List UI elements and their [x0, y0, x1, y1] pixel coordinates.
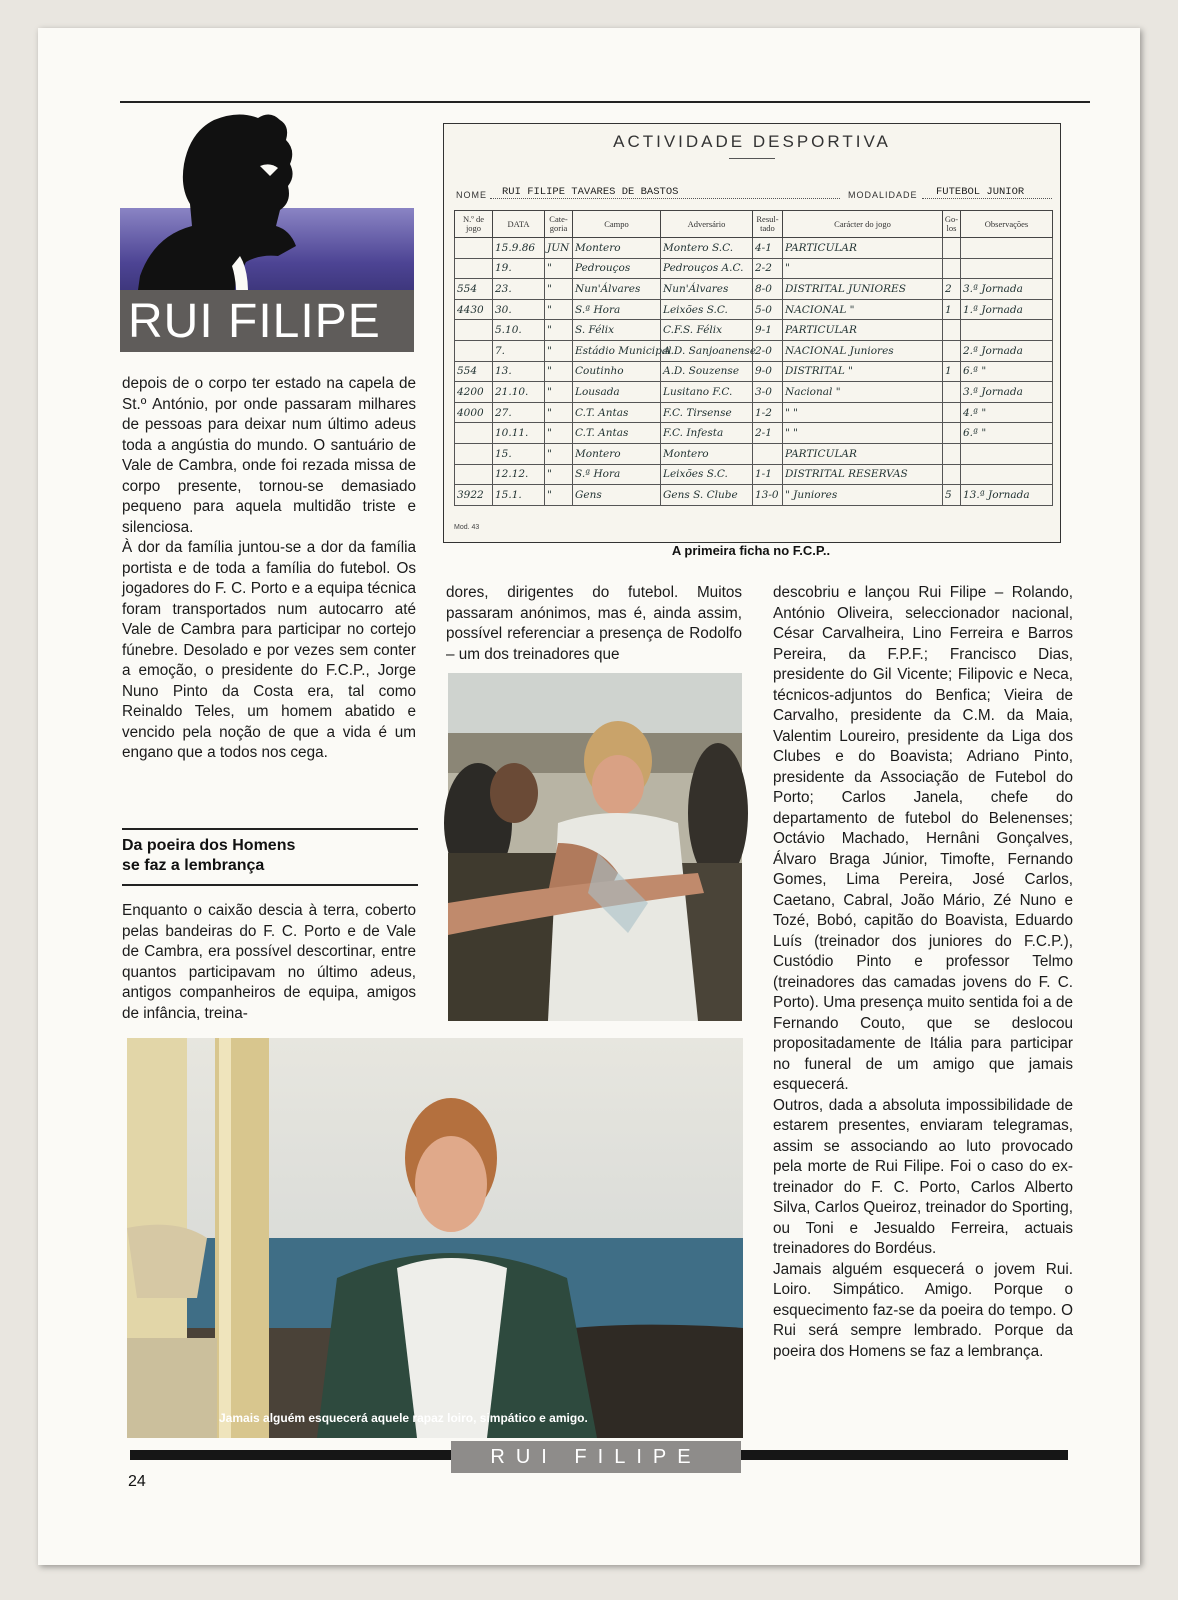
table-cell: [943, 238, 961, 259]
table-cell: ": [545, 443, 573, 464]
table-cell: [961, 320, 1053, 341]
subheading-text: [122, 836, 418, 876]
name-label: NOME: [456, 190, 487, 200]
table-cell: 2-0: [753, 340, 783, 361]
portrait-sea-photo: [127, 1038, 743, 1438]
photo-caption: Jamais alguém esquecerá aquele rapaz loiro, simpático e amigo.: [219, 1411, 588, 1425]
table-cell: 5.10.: [493, 320, 545, 341]
table-cell: 554: [455, 279, 493, 300]
table-cell: 13.ª Jornada: [961, 485, 1053, 506]
table-cell: C.F.S. Félix: [661, 320, 753, 341]
table-cell: 9-1: [753, 320, 783, 341]
table-cell: 5: [943, 485, 961, 506]
table-cell: 8-0: [753, 279, 783, 300]
table-row: [455, 279, 1053, 300]
table-cell: 4200: [455, 382, 493, 403]
table-cell: ": [545, 279, 573, 300]
magazine-page: [38, 28, 1140, 1565]
footer-label-box: [451, 1441, 741, 1473]
table-cell: [455, 464, 493, 485]
table-cell: NACIONAL Juniores: [783, 340, 943, 361]
column-header: Carácter do jogo: [783, 211, 943, 238]
table-cell: 2-1: [753, 423, 783, 444]
table-cell: DISTRITAL ": [783, 361, 943, 382]
table-cell: 1: [943, 299, 961, 320]
table-row: [455, 299, 1053, 320]
table-cell: NACIONAL ": [783, 299, 943, 320]
paragraph: Outros, dada a absoluta impossibilidade de estarem presentes, enviaram telegramas, assim se associando ao luto provocado pela morte de Rui Filipe. Foi o caso do ex-treinador do F. C. Porto, Carlos Alberto Silva, Carlos Queiroz, treinador do Sporting, ou Toni e Jesualdo Ferreira, actuais treinadores do Bordéus.: [773, 1096, 1073, 1257]
page-number: 24: [128, 1473, 146, 1490]
table-row: [455, 423, 1053, 444]
table-cell: ": [783, 258, 943, 279]
table-cell: 4430: [455, 299, 493, 320]
table-cell: Estádio Municipal: [573, 340, 661, 361]
table-header-row: [455, 211, 1053, 238]
table-cell: 15.9.86: [493, 238, 545, 259]
column-header: Adversário: [661, 211, 753, 238]
column-header: Campo: [573, 211, 661, 238]
table-cell: ": [545, 423, 573, 444]
table-cell: C.T. Antas: [573, 402, 661, 423]
table-row: [455, 238, 1053, 259]
paragraph: descobriu e lançou Rui Filipe – Rolando, António Oliveira, seleccionador nacional, César Carvalheira, Lino Ferreira e Barros Pereira, da F.P.F.; Francisco Dias, presidente do Gil Vicente; Filipovic e Neca, técnicos-adjuntos do Benfica; Vieira de Carvalho, presidente da C.M. da Maia, Valentim Loureiro, presidente da Liga dos Clubes e do Boavista; Adriano Pinto, presidente da Associação de Futebol do Porto; Carlos Janela, chefe do departamento de futebol do Belenenses; Octávio Machado, Hernâni Gonçalves, Álvaro Braga Júnior, Timofte, Fernando Gomes, Lima Pereira, José Carlos, Caetano, Cabral, João Mário, Zé Nuno e Tozé, Bobó, capitão do Boavista, Eduardo Luís (treinador dos juniores do F.C.P.), Custódio Pinto e professor Telmo (treinadores das camadas jovens do F. C. Porto). Uma presença muito sentida foi a de Fernando Couto, que se deslocou propositadamente de Itália para participar no funeral de um amigo que jamais esquecerá.: [773, 584, 1073, 1093]
table-cell: [455, 340, 493, 361]
table-cell: Nun'Álvares: [661, 279, 753, 300]
page-title: RUI FILIPE: [128, 295, 381, 348]
paragraph: Jamais alguém esquecerá o jovem Rui. Loiro. Simpático. Amigo. Porque o esquecimento faz-se da poeira do tempo. O Rui será sempre lembrado. Porque da poeira dos Homens se faz a lembrança.: [773, 1260, 1073, 1360]
table-cell: [455, 423, 493, 444]
table-cell: 13.: [493, 361, 545, 382]
table-cell: 2.ª Jornada: [961, 340, 1053, 361]
table-cell: Pedrouços: [573, 258, 661, 279]
table-cell: ": [545, 464, 573, 485]
table-cell: [943, 320, 961, 341]
table-cell: Montero: [573, 238, 661, 259]
card-title-rule: [729, 158, 775, 159]
table-cell: 2: [943, 279, 961, 300]
table-cell: 13-0: [753, 485, 783, 506]
table-cell: C.T. Antas: [573, 423, 661, 444]
column-header: Cate-goria: [545, 211, 573, 238]
table-cell: Nacional ": [783, 382, 943, 403]
table-row: [455, 485, 1053, 506]
table-cell: Lusitano F.C.: [661, 382, 753, 403]
table-cell: [943, 443, 961, 464]
table-cell: 15.: [493, 443, 545, 464]
table-body: [455, 238, 1053, 506]
table-cell: ": [545, 485, 573, 506]
table-cell: 19.: [493, 258, 545, 279]
table-cell: ": [545, 258, 573, 279]
table-cell: Nun'Álvares: [573, 279, 661, 300]
table-cell: [961, 238, 1053, 259]
table-cell: [943, 382, 961, 403]
table-row: [455, 443, 1053, 464]
table-cell: 27.: [493, 402, 545, 423]
table-cell: " ": [783, 423, 943, 444]
modalidade-value: FUTEBOL JUNIOR: [936, 186, 1025, 198]
article-column-3: [773, 583, 1073, 1362]
modalidade-dotted-line: [922, 198, 1052, 199]
table-cell: ": [545, 320, 573, 341]
table-cell: S. Félix: [573, 320, 661, 341]
column-header: DATA: [493, 211, 545, 238]
card-name-line: [456, 180, 1052, 200]
table-cell: " ": [783, 402, 943, 423]
footer-label: RUI FILIPE: [490, 1446, 702, 1468]
table-cell: A.D. Souzense: [661, 361, 753, 382]
form-code: Mod. 43: [454, 524, 480, 531]
column-header: Go-los: [943, 211, 961, 238]
subheading-line-1: Da poeira dos Homens: [122, 837, 296, 854]
paragraph: Enquanto o caixão descia à terra, coberto pelas bandeiras do F. C. Porto e de Vale de Cambra, era possível descortinar, entre quantos participavam no último adeus, antigos companheiros de equipa, amigos de infância, treina-: [122, 902, 416, 1022]
section-subheading: [122, 828, 418, 886]
table-cell: PARTICULAR: [783, 443, 943, 464]
table-cell: PARTICULAR: [783, 320, 943, 341]
table-cell: Leixões S.C.: [661, 464, 753, 485]
table-cell: Coutinho: [573, 361, 661, 382]
paragraph: À dor da família juntou-se a dor da família portista e de toda a família do futebol. Os jogadores do F. C. Porto e a equipa técnica foram transportados num autocarro até Vale de Cambra para participar no cortejo fúnebre. Desolado e por vezes sem conter a emoção, o presidente do F.C.P., Jorge Nuno Pinto da Costa era, tal como Reinaldo Teles, um homem abatido e vencido pela noção de que a vida é um engano que a todos nos cega.: [122, 539, 416, 761]
card-caption: A primeira ficha no F.C.P..: [671, 543, 831, 558]
table-row: [455, 320, 1053, 341]
table-cell: ": [545, 361, 573, 382]
table-cell: Leixões S.C.: [661, 299, 753, 320]
table-cell: [961, 464, 1053, 485]
table-cell: ": [545, 299, 573, 320]
table-cell: 4.ª ": [961, 402, 1053, 423]
table-cell: ": [545, 402, 573, 423]
title-nameplate: [120, 290, 414, 352]
name-dotted-line: [490, 198, 840, 199]
table-cell: " Juniores: [783, 485, 943, 506]
table-cell: [943, 423, 961, 444]
top-rule: [120, 101, 1090, 103]
article-column-1-top: [122, 374, 416, 764]
table-cell: [943, 464, 961, 485]
name-value: RUI FILIPE TAVARES DE BASTOS: [502, 186, 679, 198]
table-cell: [455, 258, 493, 279]
table-cell: 30.: [493, 299, 545, 320]
table-cell: A.D. Sanjoanense: [661, 340, 753, 361]
table-cell: Gens: [573, 485, 661, 506]
table-cell: 1: [943, 361, 961, 382]
table-cell: 3.ª Jornada: [961, 382, 1053, 403]
table-cell: DISTRITAL JUNIORES: [783, 279, 943, 300]
table-cell: 21.10.: [493, 382, 545, 403]
table-cell: [943, 402, 961, 423]
table-cell: DISTRITAL RESERVAS: [783, 464, 943, 485]
table-cell: [961, 443, 1053, 464]
table-row: [455, 340, 1053, 361]
table-cell: F.C. Infesta: [661, 423, 753, 444]
table-cell: 1-2: [753, 402, 783, 423]
table-cell: 6.ª ": [961, 361, 1053, 382]
table-cell: Lousada: [573, 382, 661, 403]
table-cell: S.ª Hora: [573, 299, 661, 320]
table-cell: 1-1: [753, 464, 783, 485]
table-cell: 9-0: [753, 361, 783, 382]
paragraph: depois de o corpo ter estado na capela de St.º António, por onde passaram milhares de pessoas para deixar num último adeus toda a angústia do mundo. O santuário de Vale de Cambra, onde foi rezada missa de corpo presente, tornou-se demasiado pequeno para aquela multidão triste e silenciosa.: [122, 375, 416, 536]
table-cell: [455, 443, 493, 464]
table-cell: Pedrouços A.C.: [661, 258, 753, 279]
table-cell: [455, 320, 493, 341]
card-title: ACTIVIDADE DESPORTIVA: [613, 132, 891, 151]
table-cell: 10.11.: [493, 423, 545, 444]
table-row: [455, 258, 1053, 279]
table-row: [455, 361, 1053, 382]
table-cell: 4-1: [753, 238, 783, 259]
table-cell: F.C. Tirsense: [661, 402, 753, 423]
paragraph: dores, dirigentes do futebol. Muitos passaram anónimos, mas é, ainda assim, possível referenciar a presença de Rodolfo – um dos treinadores que: [446, 584, 742, 663]
table-cell: S.ª Hora: [573, 464, 661, 485]
table-cell: 4000: [455, 402, 493, 423]
games-table: [454, 210, 1053, 506]
table-cell: 3-0: [753, 382, 783, 403]
funeral-crowd-photo: [448, 673, 742, 1021]
table-cell: [455, 238, 493, 259]
table-cell: 1.ª Jornada: [961, 299, 1053, 320]
modalidade-label: MODALIDADE: [848, 190, 918, 200]
table-cell: Gens S. Clube: [661, 485, 753, 506]
table-cell: Montero: [661, 443, 753, 464]
table-cell: PARTICULAR: [783, 238, 943, 259]
header-silhouette-illustration: [120, 106, 414, 318]
article-column-1-bottom: [122, 901, 416, 1024]
table-cell: 7.: [493, 340, 545, 361]
table-cell: [943, 258, 961, 279]
table-cell: 3922: [455, 485, 493, 506]
table-cell: ": [545, 382, 573, 403]
table-cell: [943, 340, 961, 361]
subheading-top-rule: [122, 828, 418, 830]
table-cell: JUN: [545, 238, 573, 259]
table-cell: 2-2: [753, 258, 783, 279]
table-cell: [753, 443, 783, 464]
column-header: Resul-tado: [753, 211, 783, 238]
table-cell: 15.1.: [493, 485, 545, 506]
table-row: [455, 382, 1053, 403]
article-column-2: [446, 583, 742, 665]
table-cell: 3.ª Jornada: [961, 279, 1053, 300]
table-cell: Montero S.C.: [661, 238, 753, 259]
subheading-line-2: se faz a lembrança: [122, 857, 265, 874]
registration-card: [443, 123, 1061, 543]
table-cell: 12.12.: [493, 464, 545, 485]
table-cell: [961, 258, 1053, 279]
table-cell: Montero: [573, 443, 661, 464]
table-cell: 6.ª ": [961, 423, 1053, 444]
table-cell: 554: [455, 361, 493, 382]
table-row: [455, 402, 1053, 423]
column-header: N.º de jogo: [455, 211, 493, 238]
table-cell: 5-0: [753, 299, 783, 320]
table-cell: ": [545, 340, 573, 361]
table-row: [455, 464, 1053, 485]
column-header: Observações: [961, 211, 1053, 238]
table-cell: 23.: [493, 279, 545, 300]
subheading-bottom-rule: [122, 884, 418, 886]
